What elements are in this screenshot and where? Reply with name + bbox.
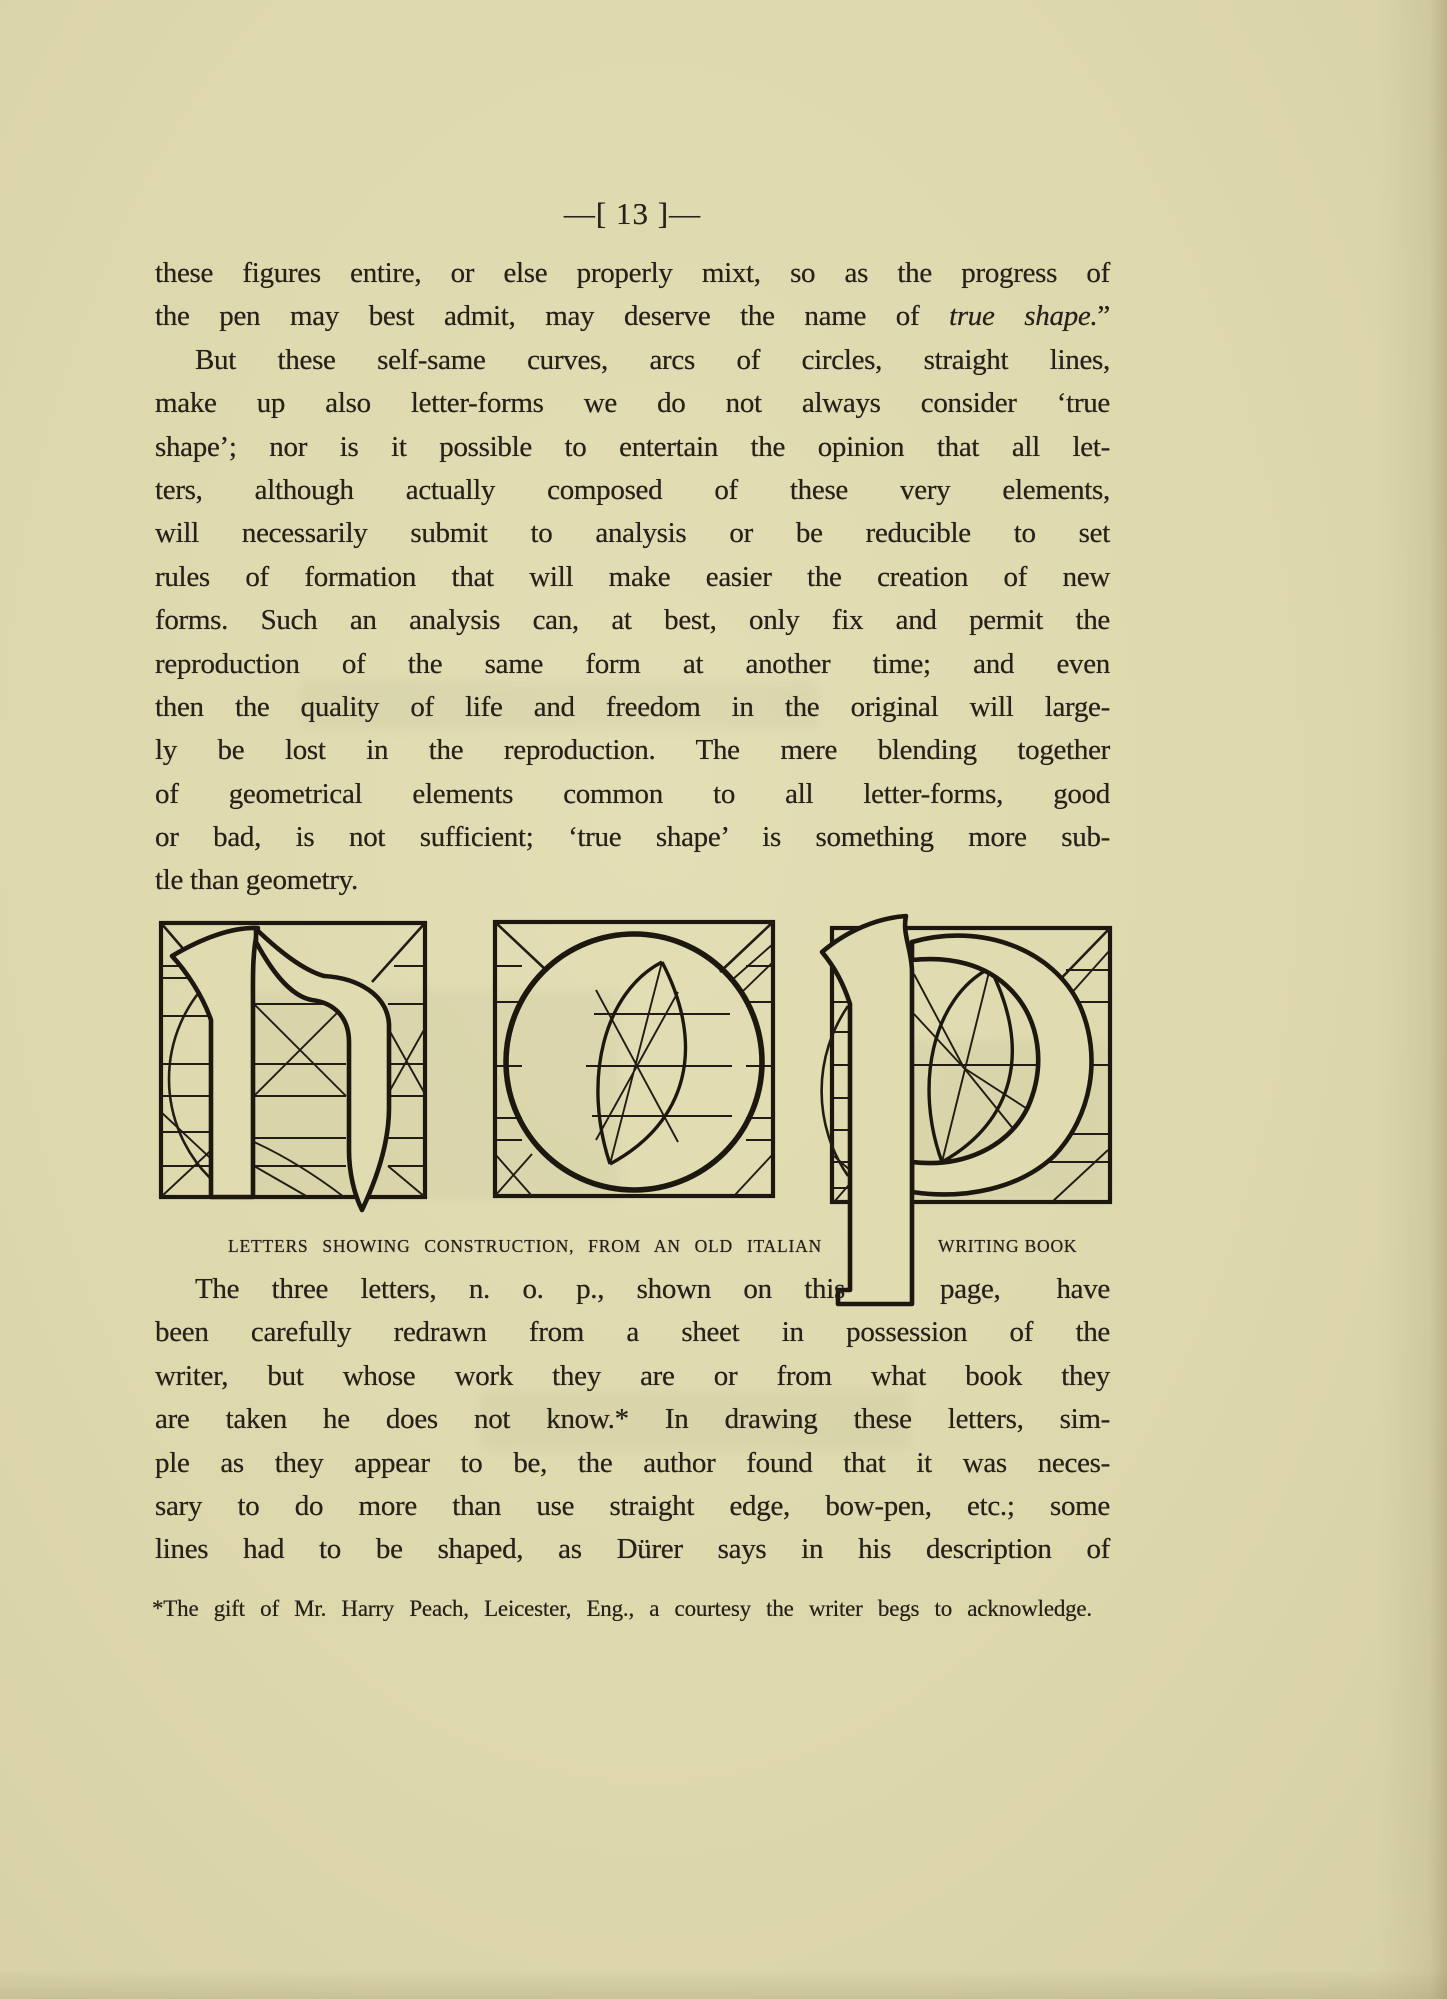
figure-caption-right: WRITING BOOK <box>938 1236 1078 1256</box>
paragraph-2 <box>155 1268 1110 1572</box>
italic-phrase: true shape. <box>949 300 1098 333</box>
body-text-line <box>155 295 1110 338</box>
body-text-line: lines had to be shaped, as Dürer says in his description of <box>155 1533 1110 1566</box>
body-text-line: writer, but whose work they are or from what book they <box>155 1359 1110 1392</box>
body-text-line-split <box>155 1268 1110 1311</box>
body-text-line: been carefully redrawn from a sheet in possession of the <box>155 1316 1110 1349</box>
page-number: —[ 13 ]— <box>563 196 702 231</box>
body-text-line: tle than geometry. <box>155 864 358 897</box>
body-text-line: The three letters, n. o. p., shown on this <box>195 1273 845 1305</box>
body-text-line: shape’; nor is it possible to entertain the opinion that all let- <box>155 430 1110 463</box>
body-text-line: forms. Such an analysis can, at best, only fix and permit the <box>155 604 1110 637</box>
body-text-line: make up also letter-forms we do not always consider ‘true <box>155 387 1110 420</box>
body-text-line: are taken he does not know.* In drawing these letters, sim- <box>155 1403 1110 1436</box>
figure-caption-left: LETTERS SHOWING CONSTRUCTION, FROM AN OLD ITALIAN <box>228 1236 822 1256</box>
body-text-line: page, have <box>940 1273 1110 1305</box>
body-text-line: or bad, is not sufficient; ‘true shape’ is something more sub- <box>155 821 1110 854</box>
closing-quote: ” <box>1097 300 1110 333</box>
line-text: the pen may best admit, may deserve the name of <box>155 300 950 333</box>
body-text-line: ple as they appear to be, the author found that it was neces- <box>155 1446 1110 1479</box>
body-text-line: will necessarily submit to analysis or be reducible to set <box>155 517 1110 550</box>
body-text-line: sary to do more than use straight edge, bow-pen, etc.; some <box>155 1489 1110 1522</box>
body-text-line: ters, although actually composed of these very elements, <box>155 473 1110 506</box>
body-text-line: ly be lost in the reproduction. The mere blending together <box>155 734 1110 767</box>
body-text-line: these figures entire, or else properly mixt, so as the progress of <box>155 257 1110 289</box>
footnote: *The gift of Mr. Harry Peach, Leicester, Eng., a courtesy the writer begs to acknowledge. <box>152 1596 1092 1621</box>
body-text-line: rules of formation that will make easier the creation of new <box>155 560 1110 593</box>
letter-o-construction-figure <box>492 918 776 1200</box>
body-text-line: reproduction of the same form at another time; and even <box>155 647 1110 680</box>
body-text-line: of geometrical elements common to all letter-forms, good <box>155 777 1110 810</box>
letter-n-construction-figure <box>158 916 430 1214</box>
paragraph-1 <box>155 252 1110 903</box>
body-text-line: then the quality of life and freedom in the original will large- <box>155 690 1110 723</box>
body-text-line: But these self-same curves, arcs of circles, straight lines, <box>195 343 1110 376</box>
